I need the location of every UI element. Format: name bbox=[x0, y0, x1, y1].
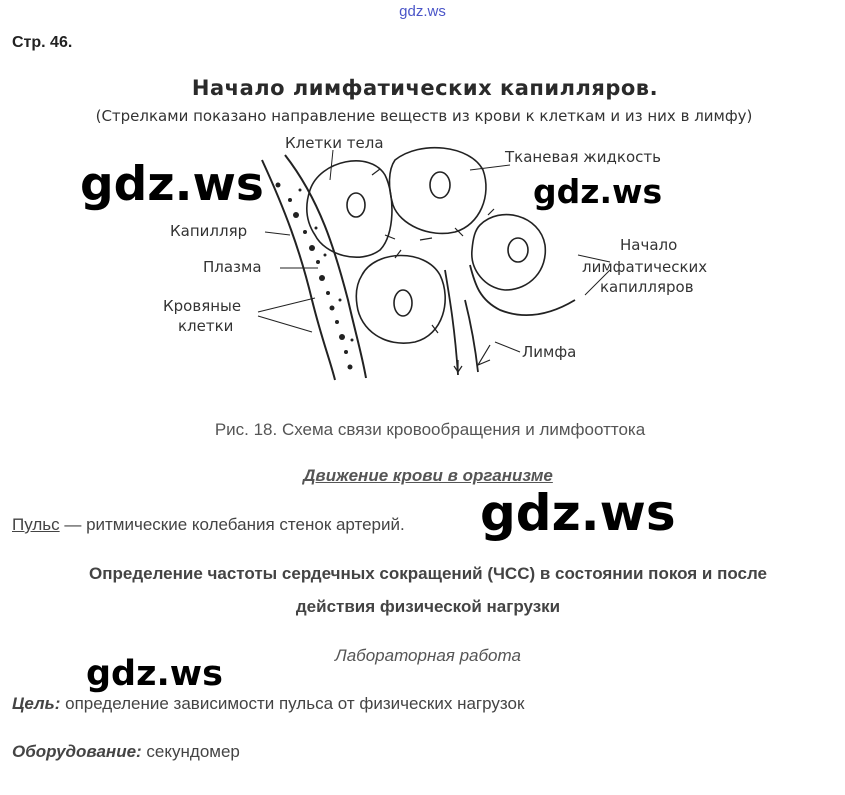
goal-line bbox=[12, 694, 524, 714]
label-blood-cells-1: Кровяные bbox=[163, 297, 242, 315]
top-watermark: gdz.ws bbox=[399, 3, 446, 20]
watermark-1: gdz.ws bbox=[80, 157, 264, 212]
watermark-3: gdz.ws bbox=[480, 484, 676, 542]
figure-caption: Рис. 18. Схема связи кровообращения и лимфооттока bbox=[214, 420, 646, 439]
figure-subtitle: (Стрелками показано направление веществ из крови к клеткам и из них в лимфу) bbox=[95, 107, 753, 125]
label-tissue-fluid: Тканевая жидкость bbox=[505, 148, 661, 166]
label-plasma: Плазма bbox=[203, 258, 262, 276]
goal-label: Цель: bbox=[12, 694, 61, 713]
label-body-cells: Клетки тела bbox=[285, 134, 384, 152]
label-capillary: Капилляр bbox=[170, 222, 248, 240]
equipment-label: Оборудование: bbox=[12, 742, 142, 761]
lab-type: Лабораторная работа bbox=[335, 646, 521, 665]
lab-heading-line-2: действия физической нагрузки bbox=[295, 597, 561, 616]
page-reference: Стр. 46. bbox=[12, 34, 73, 51]
label-lymph-start-2: лимфатических bbox=[582, 258, 708, 276]
lymph-diagram-figure bbox=[0, 60, 845, 390]
pulse-definition bbox=[12, 515, 405, 535]
section-title: Движение крови в организме bbox=[303, 466, 553, 485]
label-lymph: Лимфа bbox=[522, 343, 577, 361]
goal-text: определение зависимости пульса от физических нагрузок bbox=[60, 694, 525, 713]
equipment-text: секундомер bbox=[141, 742, 240, 761]
lab-heading-line-1: Определение частоты сердечных сокращений (ЧСС) в состоянии покоя и после bbox=[89, 564, 767, 583]
figure-title: Начало лимфатических капилляров. bbox=[191, 76, 659, 100]
pulse-text: — ритмические колебания стенок артерий. bbox=[59, 515, 405, 534]
equipment-line bbox=[12, 742, 240, 762]
label-lymph-start-1: Начало bbox=[620, 236, 678, 254]
watermark-2: gdz.ws bbox=[533, 172, 663, 211]
watermark-4: gdz.ws bbox=[86, 654, 223, 694]
pulse-term: Пульс bbox=[12, 515, 60, 534]
label-lymph-start-3: капилляров bbox=[600, 278, 694, 296]
label-blood-cells-2: клетки bbox=[178, 317, 234, 335]
